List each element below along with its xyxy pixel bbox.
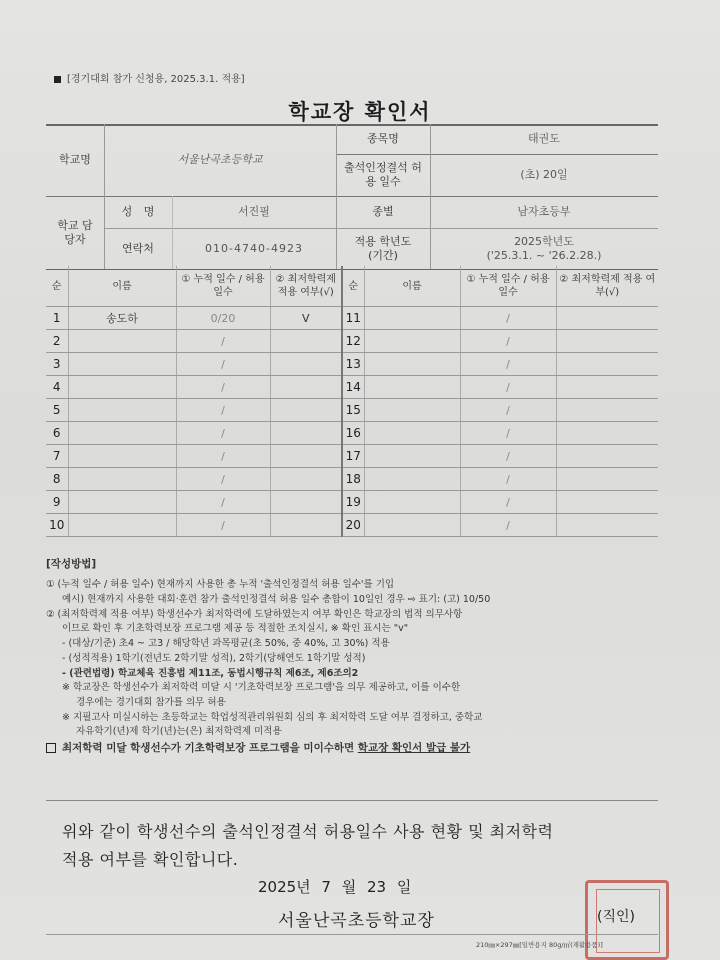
row-days: / bbox=[176, 514, 270, 537]
row-days: / bbox=[460, 353, 556, 376]
row-days: / bbox=[460, 491, 556, 514]
table-row bbox=[46, 445, 658, 468]
period-text: ('25.3.1. ~ '26.2.28.) bbox=[486, 248, 602, 262]
name-label: 성 명 bbox=[121, 205, 155, 219]
staff-label: 학교 담당자 bbox=[57, 218, 93, 246]
absence-value: (초) 20일 bbox=[520, 168, 568, 182]
row-name bbox=[364, 514, 460, 537]
guide-line: ※ 지필고사 미실시하는 초등학교는 학업성적관리위원회 심의 후 최저학력 도달 여부 결정하고, 중학교 bbox=[62, 711, 483, 723]
table-body bbox=[46, 307, 658, 537]
row-name bbox=[364, 307, 460, 330]
table-header-row bbox=[46, 266, 658, 307]
row-name bbox=[68, 445, 176, 468]
table-row bbox=[46, 353, 658, 376]
guide-heading: [작성방법] bbox=[46, 558, 97, 570]
final-notice: 최저학력 미달 학생선수가 기초학력보장 프로그램을 미이수하면 학교장 확인서 발급 불가 bbox=[46, 740, 666, 756]
row-number: 20 bbox=[342, 514, 364, 537]
row-days: 0/20 bbox=[176, 307, 270, 330]
row-min bbox=[556, 353, 658, 376]
row-min bbox=[270, 376, 342, 399]
guide-line: - (관련법령) 학교체육 진흥법 제11조, 동법시행규칙 제6조, 제6조의2 bbox=[62, 667, 359, 679]
row-min bbox=[556, 514, 658, 537]
year-value bbox=[430, 228, 658, 269]
row-number: 4 bbox=[46, 376, 68, 399]
signer-name: 서울난곡초등학교장 bbox=[278, 911, 435, 931]
row-days: / bbox=[176, 468, 270, 491]
row-name bbox=[68, 330, 176, 353]
row-name bbox=[364, 468, 460, 491]
row-min bbox=[556, 468, 658, 491]
table-row bbox=[46, 376, 658, 399]
row-number: 13 bbox=[342, 353, 364, 376]
row-number: 18 bbox=[342, 468, 364, 491]
row-number: 11 bbox=[342, 307, 364, 330]
issue-date: 2025년 7 월 23 일 bbox=[258, 878, 412, 896]
header-no: 순 bbox=[46, 266, 68, 307]
confirmation-statement: 위와 같이 학생선수의 출석인정결석 허용일수 사용 현황 및 최저학력 적용 여부를 확인합니다. bbox=[62, 822, 554, 869]
contact-value: 010-4740-4923 bbox=[205, 241, 303, 255]
row-min bbox=[556, 376, 658, 399]
category-label: 종별 bbox=[372, 205, 394, 219]
bottom-rule bbox=[46, 934, 658, 935]
row-min bbox=[556, 445, 658, 468]
row-number: 10 bbox=[46, 514, 68, 537]
header-name: 이름 bbox=[364, 266, 460, 307]
row-name bbox=[364, 330, 460, 353]
row-min bbox=[270, 330, 342, 353]
row-min bbox=[556, 307, 658, 330]
row-days: / bbox=[460, 445, 556, 468]
row-days: / bbox=[176, 491, 270, 514]
header-days: ① 누적 일수 / 허용 일수 bbox=[460, 266, 556, 307]
guide-line: 이므로 확인 후 기초학력보장 프로그램 제공 등 적절한 조치실시, ※ 확인 표시는 "v" bbox=[62, 623, 409, 635]
school-value: 서울난곡초등학교 bbox=[177, 153, 263, 167]
seal-label: (직인) bbox=[597, 909, 635, 925]
checkbox-square-icon bbox=[46, 743, 56, 753]
header-no: 순 bbox=[342, 266, 364, 307]
row-number: 9 bbox=[46, 491, 68, 514]
header-days: ① 누적 일수 / 허용 일수 bbox=[176, 266, 270, 307]
row-days: / bbox=[460, 399, 556, 422]
row-number: 2 bbox=[46, 330, 68, 353]
row-days: / bbox=[460, 307, 556, 330]
guide-line: - (성적적용) 1학기(전년도 2학기말 성적), 2학기(당해연도 1학기말 성적) bbox=[62, 652, 366, 664]
row-days: / bbox=[176, 422, 270, 445]
row-min bbox=[556, 491, 658, 514]
school-label: 학교명 bbox=[59, 153, 91, 167]
row-name bbox=[364, 491, 460, 514]
participants-table bbox=[46, 266, 658, 537]
row-number: 19 bbox=[342, 491, 364, 514]
year-text: 2025학년도 bbox=[514, 234, 574, 248]
row-days: / bbox=[460, 376, 556, 399]
row-min bbox=[556, 330, 658, 353]
row-min bbox=[270, 514, 342, 537]
form-note: [경기대회 참가 신청용, 2025.3.1. 적용] bbox=[54, 70, 245, 85]
row-number: 6 bbox=[46, 422, 68, 445]
row-number: 12 bbox=[342, 330, 364, 353]
contact-label: 연락처 bbox=[122, 241, 154, 255]
table-row bbox=[46, 468, 658, 491]
row-days: / bbox=[176, 376, 270, 399]
row-min bbox=[270, 491, 342, 514]
row-name bbox=[364, 445, 460, 468]
row-name: 송도하 bbox=[68, 307, 176, 330]
row-name bbox=[68, 376, 176, 399]
guide-line: 경우에는 경기대회 참가를 의무 허용 bbox=[76, 697, 226, 709]
row-days: / bbox=[176, 353, 270, 376]
section-divider bbox=[46, 800, 658, 801]
row-name bbox=[364, 353, 460, 376]
row-name bbox=[364, 399, 460, 422]
row-number: 15 bbox=[342, 399, 364, 422]
document-title: 학교장 확인서 bbox=[288, 100, 432, 124]
row-min bbox=[556, 422, 658, 445]
row-number: 8 bbox=[46, 468, 68, 491]
row-min bbox=[270, 422, 342, 445]
row-name bbox=[364, 376, 460, 399]
row-name bbox=[68, 468, 176, 491]
row-min bbox=[270, 353, 342, 376]
sport-label: 종목명 bbox=[367, 132, 399, 146]
row-name bbox=[68, 353, 176, 376]
guide-line: ※ 학교장은 학생선수가 최저학력 미달 시 '기초학력보장 프로그램'을 의무 제공하고, 이를 이수한 bbox=[62, 682, 461, 694]
guide-line: 예시) 현재까지 사용한 대회·훈련 참가 출석인정결석 허용 일수 총합이 10일인 경우 ⇨ 표기: (고) 10/50 bbox=[62, 593, 491, 605]
row-days: / bbox=[176, 399, 270, 422]
row-number: 1 bbox=[46, 307, 68, 330]
row-days: / bbox=[460, 514, 556, 537]
row-number: 14 bbox=[342, 376, 364, 399]
table-row bbox=[46, 399, 658, 422]
row-name bbox=[68, 491, 176, 514]
category-value: 남자초등부 bbox=[517, 205, 571, 219]
row-min bbox=[270, 468, 342, 491]
row-number: 5 bbox=[46, 399, 68, 422]
row-days: / bbox=[460, 468, 556, 491]
guide-line: - (대상/기준) 초4 ~ 고3 / 해당학년 과목평균(초 50%, 중 40%, 고 30%) 적용 bbox=[62, 638, 390, 650]
table-row bbox=[46, 514, 658, 537]
row-number: 16 bbox=[342, 422, 364, 445]
row-min bbox=[270, 445, 342, 468]
year-label: 적용 학년도 (기간) bbox=[354, 234, 412, 262]
guide-line: 자유학기(년)제 학기(년)는(은) 최저학력제 미적용 bbox=[76, 726, 282, 738]
table-row bbox=[46, 307, 658, 330]
header-name: 이름 bbox=[68, 266, 176, 307]
guide-line: ① (누적 일수 / 허용 일수) 현재까지 사용한 총 누적 '출석인정결석 허용 일수'를 기입 bbox=[46, 579, 395, 591]
sport-value: 태권도 bbox=[528, 132, 560, 146]
row-number: 17 bbox=[342, 445, 364, 468]
row-number: 3 bbox=[46, 353, 68, 376]
paper-spec: 210㎜×297㎜[일반용지 80g/㎡(재활용품)] bbox=[476, 941, 603, 949]
absence-label: 출석인정결석 허용 일수 bbox=[344, 161, 422, 188]
row-number: 7 bbox=[46, 445, 68, 468]
table-row bbox=[46, 491, 658, 514]
row-name bbox=[364, 422, 460, 445]
row-min bbox=[556, 399, 658, 422]
bullet-square-icon bbox=[54, 76, 61, 83]
writing-guide bbox=[46, 556, 666, 756]
row-days: / bbox=[176, 445, 270, 468]
header-min: ② 최저학력제 적용 여부(√) bbox=[556, 266, 658, 307]
row-min: V bbox=[270, 307, 342, 330]
row-days: / bbox=[460, 330, 556, 353]
guide-line: ② (최저학력제 적용 여부) 학생선수가 최저학력에 도달하였는지 여부 확인은 학교장의 법적 의무사항 bbox=[46, 608, 463, 620]
row-name bbox=[68, 399, 176, 422]
row-min bbox=[270, 399, 342, 422]
row-name bbox=[68, 422, 176, 445]
info-grid bbox=[46, 124, 658, 270]
table-row bbox=[46, 422, 658, 445]
row-name bbox=[68, 514, 176, 537]
header-min: ② 최저학력제 적용 여부(√) bbox=[270, 266, 342, 307]
row-days: / bbox=[460, 422, 556, 445]
row-days: / bbox=[176, 330, 270, 353]
table-row bbox=[46, 330, 658, 353]
name-value: 서진필 bbox=[238, 205, 270, 219]
